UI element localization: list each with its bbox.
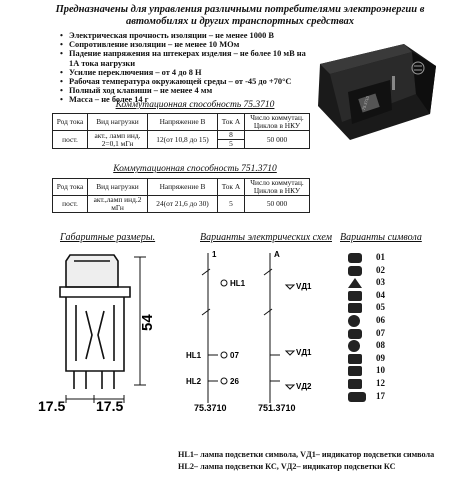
switch-photo xyxy=(312,36,444,144)
symbol-icon xyxy=(348,253,362,263)
dim-width-right: 17.5 xyxy=(96,398,124,414)
symbol-code: 12 xyxy=(376,377,385,388)
symbol-item xyxy=(348,290,418,303)
symbol-icon xyxy=(348,379,362,389)
symbol-icon xyxy=(348,354,362,364)
spec-item: • Падение напряжения на штекерах изделия – не более 10 мВ на 1А тока нагрузки xyxy=(60,49,310,67)
table-header: Вид нагрузки xyxy=(88,114,148,131)
symbol-item xyxy=(348,340,418,353)
symbol-code: 03 xyxy=(376,277,385,288)
spec-list xyxy=(60,31,310,105)
table-header: Вид нагрузки xyxy=(88,179,148,196)
symbol-icon xyxy=(348,291,362,301)
symbol-code: 17 xyxy=(376,390,385,401)
table-header: Число коммутац. Циклов в НКУ xyxy=(245,114,310,131)
table-cell: 8 xyxy=(218,131,245,140)
page-title: Предназначены для управления различными потребителями электроэнергии в автомобилях и других транспортных средствах xyxy=(55,4,425,27)
scheme-label: VД2 xyxy=(296,382,312,391)
symbol-item xyxy=(348,315,418,328)
symbol-code: 09 xyxy=(376,352,385,363)
symbol-item xyxy=(348,252,418,265)
symbol-code: 08 xyxy=(376,340,385,351)
symbol-item xyxy=(348,391,418,404)
caption-hl1: HL1– лампа подсветки символа, VД1– индикатор подсветки символа xyxy=(178,450,435,459)
symbols-header: Варианты символа xyxy=(340,232,422,243)
warning-triangle-icon xyxy=(348,278,362,288)
table-header: Число коммутац. Циклов в НКУ xyxy=(245,179,310,196)
table-cell: пост. xyxy=(53,131,88,149)
table-cell: акт., ламп инд. 2=0,1 мГн xyxy=(88,131,148,149)
symbol-icon xyxy=(348,340,360,352)
table-header: Род тока xyxy=(53,179,88,196)
symbol-icon xyxy=(348,303,362,313)
scheme-label: HL1 xyxy=(186,351,202,360)
table1 xyxy=(52,113,310,149)
symbol-icon xyxy=(348,366,362,376)
symbol-item xyxy=(348,365,418,378)
table-cell: 50 000 xyxy=(245,196,310,213)
symbol-code: 01 xyxy=(376,252,385,262)
symbol-item xyxy=(348,378,418,391)
spec-item: • Рабочая температура окружающей среды – от -45 до +70°С xyxy=(60,77,310,86)
symbol-item xyxy=(348,353,418,366)
table-header: Род тока xyxy=(53,114,88,131)
symbol-list xyxy=(348,252,418,403)
symbol-icon xyxy=(348,315,360,327)
table-cell: 5 xyxy=(218,140,245,149)
scheme-label: HL1 xyxy=(230,279,246,288)
table-cell: акт.,ламп инд.2 мГн xyxy=(88,196,148,213)
symbol-code: 02 xyxy=(376,264,385,275)
symbol-item xyxy=(348,302,418,315)
marker: 26 xyxy=(230,377,239,386)
spec-item: • Электрическая прочность изоляции – не менее 1000 В xyxy=(60,31,310,40)
symbol-code: 04 xyxy=(376,289,385,300)
dim-height: 54 xyxy=(139,314,156,331)
spec-item: • Сопротивление изоляции – не менее 10 МОм xyxy=(60,40,310,49)
symbol-code: 10 xyxy=(376,365,385,376)
caption-hl2: HL2– лампа подсветки КС, VД2– индикатор подсветки КС xyxy=(178,462,396,471)
fan-icon xyxy=(348,392,366,402)
table-cell: пост. xyxy=(53,196,88,213)
table-cell: 5 xyxy=(218,196,245,213)
symbol-icon xyxy=(348,329,362,339)
table2-title: Коммутационная способность 751.3710 xyxy=(113,164,277,174)
marker: 07 xyxy=(230,351,239,360)
table-cell: 12(от 10,8 до 15) xyxy=(148,131,218,149)
spec-item: • Масса – не более 14 г xyxy=(60,95,310,104)
symbol-item xyxy=(348,277,418,290)
dim-width-left: 17.5 xyxy=(38,398,66,414)
symbol-item xyxy=(348,328,418,341)
spec-item: • Усилие переключения – от 4 до 8 Н xyxy=(60,68,310,77)
scheme-drawing xyxy=(180,245,330,415)
scheme-label: VД1 xyxy=(296,348,312,357)
table-cell: 24(от 21,6 до 30) xyxy=(148,196,218,213)
pin-label: 1 xyxy=(212,250,217,259)
left-model: 75.3710 xyxy=(194,403,227,413)
symbol-code: 06 xyxy=(376,314,385,325)
symbol-code: 05 xyxy=(376,302,385,313)
symbol-code: 07 xyxy=(376,327,385,338)
right-model: 751.3710 xyxy=(258,403,296,413)
dimension-drawing xyxy=(30,245,170,415)
dims-header: Габаритные размеры. xyxy=(60,232,156,243)
table-header: Напряжение В xyxy=(148,114,218,131)
table-header: Напряжение В xyxy=(148,179,218,196)
scheme-label: HL2 xyxy=(186,377,202,386)
table-cell: 50 000 xyxy=(245,131,310,149)
symbol-item xyxy=(348,265,418,278)
table-header: Ток А xyxy=(218,179,245,196)
table1-title: Коммутационная способность 75.3710 xyxy=(115,100,275,110)
table2 xyxy=(52,178,310,213)
schemes-header: Варианты электрических схем xyxy=(200,232,332,243)
spec-item: • Полный ход клавиши – не менее 4 мм xyxy=(60,86,310,95)
pin-label: A xyxy=(274,250,280,259)
table-header: Ток А xyxy=(218,114,245,131)
scheme-label: VД1 xyxy=(296,282,312,291)
svg-text:75.3710: 75.3710 xyxy=(360,95,371,111)
symbol-icon xyxy=(348,266,362,276)
